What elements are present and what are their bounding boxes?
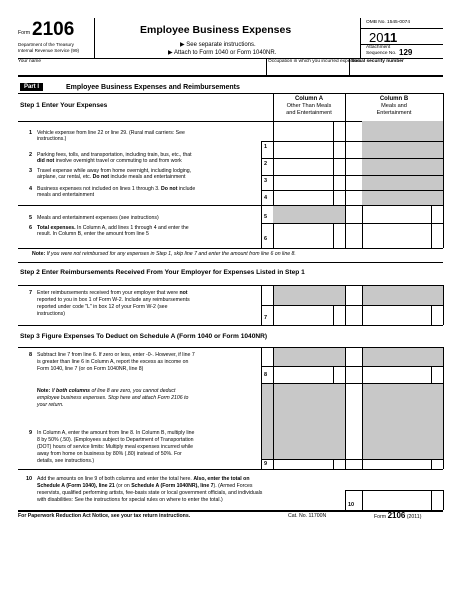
- line7-ref: 7: [264, 315, 268, 321]
- part1-badge: Part I: [20, 83, 43, 91]
- line3-ref: 3: [264, 178, 268, 184]
- sequence-number: 129: [399, 48, 413, 57]
- colB-shade-lines1-4: [362, 121, 443, 205]
- line6-text-b: result. In Column B, enter the amount from line 5: [37, 231, 149, 237]
- ssn-field[interactable]: [351, 65, 443, 75]
- step3-shade-colA-mid: [274, 383, 345, 459]
- paperwork-notice: For Paperwork Reduction Act Notice, see your tax return instructions.: [18, 513, 191, 519]
- omb-underline: [360, 28, 443, 29]
- line7-text-c: reported under code "L" in box 12 of your Form W-2 (see: [37, 304, 168, 310]
- line4-ref: 4: [264, 195, 268, 201]
- instruction-attach: ▶ Attach to Form 1040 or Form 1040NR.: [168, 50, 277, 56]
- step2-top-rule: [18, 262, 443, 263]
- line7-text-b: reported to you in box 1 of Form W-2. Include any reimbursements: [37, 297, 190, 303]
- line10-text-b: Schedule A (Form 1040), line 21 (or on Schedule A (Form 1040NR), line 7). (Armed Forces: [37, 483, 253, 489]
- name-divider: [266, 58, 267, 75]
- step3-title: Step 3 Figure Expenses To Deduct on Schedule A (Form 1040 or Form 1040NR): [20, 333, 268, 340]
- line9-number: 9: [29, 430, 33, 436]
- step3-note-a: Note: If both columns of line 8 are zero, you cannot deduct: [37, 388, 176, 394]
- line4-text-a: Business expenses not included on lines 1 through 3. Do not include: [37, 186, 196, 192]
- line1-colA-input[interactable]: [274, 142, 332, 157]
- colA-title: Column A: [294, 96, 324, 102]
- line3-number: 3: [29, 168, 33, 174]
- step3-shade-colA-top: [274, 348, 345, 366]
- line4-number: 4: [29, 186, 33, 192]
- line3-colA-input[interactable]: [274, 176, 332, 189]
- sequence-label: Sequence No.: [366, 51, 397, 56]
- step1-bottom-rule: [18, 248, 443, 249]
- step2-title: Step 2 Enter Reimbursements Received From Your Employer for Expenses Listed in Step 1: [20, 269, 305, 276]
- line10-ref-left: [345, 490, 346, 510]
- line1-text-b: instructions.): [37, 136, 67, 142]
- id-row-bottom-rule: [18, 75, 443, 77]
- header-divider-left: [94, 18, 95, 58]
- step2-bottom-rule: [18, 325, 443, 326]
- line1-number: 1: [29, 130, 33, 136]
- line8-colA-input[interactable]: [274, 367, 332, 382]
- line6-text-a: Total expenses. In Column A, add lines 1 through 4 and enter the: [37, 225, 189, 231]
- colB-title: Column B: [379, 96, 409, 102]
- line10-text-a: Add the amounts on line 9 of both columns and enter the total here. Also, enter the total on: [37, 476, 250, 482]
- colA-right-border: [345, 93, 346, 248]
- line10-cents: [431, 490, 432, 510]
- line3-text-b: airplane, car rental, etc. Do not include meals and entertainment: [37, 174, 186, 180]
- line1-text-a: Vehicle expense from line 22 or line 29. (Rural mail carriers: See: [37, 130, 185, 136]
- footer-form-word: Form: [374, 514, 387, 520]
- line9-colA-input[interactable]: [274, 460, 332, 469]
- step2-shade-colA: [274, 286, 345, 305]
- occupation-label: Occupation in which you incurred expenses: [268, 59, 361, 64]
- line2-text-b: did not involve overnight travel or commuting to and from work: [37, 158, 182, 164]
- line10-right: [443, 490, 444, 510]
- line9-text-e: details, see instructions.): [37, 458, 95, 464]
- line6-colA-input[interactable]: [274, 224, 332, 247]
- line10-total-input[interactable]: [363, 491, 430, 509]
- footer-form-id: [374, 511, 421, 520]
- line9-text-d: away from home on business by 80% (.80) instead of 50%. For: [37, 451, 182, 457]
- line10-text-c: reservists, qualified performing artists, fee-basis state or local government officials, and individuals: [37, 490, 263, 496]
- line2-ref: 2: [264, 161, 268, 167]
- step3-note-c: your return.: [37, 402, 64, 408]
- line8-ref: 8: [264, 372, 268, 378]
- step1-note: Note: If you were not reimbursed for any expenses in Step 1, skip line 7 and enter the amount from line 6 on line 8.: [32, 251, 296, 257]
- step1-title: Step 1 Enter Your Expenses: [20, 102, 108, 109]
- line4-text-b: meals and entertainment: [37, 192, 95, 198]
- line10-text-d: with disabilities: See the instructions for special rules on where to enter the total.): [37, 497, 223, 503]
- step2-shade-colB: [363, 286, 443, 305]
- line8-text-b: is greater than line 6 in Column A, report the excess as income on: [37, 359, 189, 365]
- ssn-label: Social security number: [351, 59, 404, 64]
- line8-colB-input[interactable]: [363, 367, 430, 382]
- dept-line2: Internal Revenue Service (99): [18, 48, 80, 53]
- line7-number: 7: [29, 290, 33, 296]
- catalog-number: Cat. No. 11700N: [288, 513, 327, 519]
- step3-shade-colB-top: [363, 348, 443, 366]
- part1-bottom-rule: [18, 93, 443, 94]
- line9-text-c: (DOT) hours of service limits: Multiply meal expenses incurred while: [37, 444, 193, 450]
- line9-text-a: In Column A, enter the amount from line 8. In Column B, multiply line: [37, 430, 195, 436]
- line1-ref: 1: [264, 144, 268, 150]
- colB-sub2: Entertainment: [376, 110, 412, 116]
- line7-text-d: instructions): [37, 311, 65, 317]
- dept-line1: Department of the Treasury: [18, 42, 74, 47]
- attachment-label: Attachment: [366, 45, 391, 50]
- step1-note-text: If you were not reimbursed for any expenses in Step 1, skip line 7 and enter the amount from line 6 on line 8.: [46, 251, 296, 257]
- line5-ref: 5: [264, 214, 268, 220]
- footer-form-number: 2106: [387, 511, 406, 520]
- step3-colB-right: [443, 347, 444, 469]
- footer-form-year: (2011): [406, 514, 422, 520]
- form-label: Form: [18, 30, 31, 36]
- line3-text-a: Travel expense while away from home overnight, including lodging,: [37, 168, 192, 174]
- line5-colB-input[interactable]: [363, 206, 430, 222]
- step3-shade-colB-mid: [363, 383, 443, 459]
- line7-colA-input[interactable]: [274, 306, 332, 324]
- part1-title: Employee Business Expenses and Reimbursements: [66, 84, 240, 91]
- colB-sub1: Meals and: [381, 103, 407, 109]
- line7-text-a: Enter reimbursements received from your employer that were not: [37, 290, 188, 296]
- colB-right-border: [443, 93, 444, 248]
- occupation-field[interactable]: [268, 65, 348, 75]
- line8-number: 8: [29, 352, 33, 358]
- header-divider-right: [360, 18, 361, 58]
- omb-number: OMB No. 1545-0074: [366, 20, 410, 25]
- line6-number: 6: [29, 225, 33, 231]
- step2-colB-right: [443, 285, 444, 325]
- colA-sub2: and Entertainment: [286, 110, 332, 116]
- colA-shade-line5: [273, 205, 345, 223]
- line10-ref: 10: [348, 502, 355, 508]
- line5-text: Meals and entertainment expenses (see instructions): [37, 215, 159, 221]
- form-number: 2106: [32, 19, 75, 40]
- instruction-see-separate: ▶ See separate instructions.: [180, 42, 256, 48]
- line7-colB-input[interactable]: [363, 306, 430, 324]
- colA-sub1: Other Than Meals: [286, 103, 332, 109]
- form-title: Employee Business Expenses: [140, 24, 292, 36]
- tax-year: [369, 30, 397, 45]
- line5-number: 5: [29, 215, 33, 221]
- your-name-label: Your name: [18, 59, 42, 64]
- step3-note-b: employee business expenses. Stop here and attach Form 2106 to: [37, 395, 189, 401]
- step3-line9-bottom: [18, 469, 443, 470]
- line4-colA-input[interactable]: [274, 191, 332, 204]
- line2-text-a: Parking fees, tolls, and transportation, including train, bus, etc., that: [37, 152, 192, 158]
- occupation-divider: [349, 58, 350, 75]
- line10-number: 10: [26, 476, 33, 482]
- tax-year-suffix: 11: [383, 30, 398, 45]
- tax-year-prefix: 20: [369, 30, 384, 45]
- step3-line8-bottom: [261, 383, 443, 384]
- name-field[interactable]: [18, 65, 266, 75]
- line9-text-b: 8 by 50% (.50). (Employees subject to Department of Transportation: [37, 437, 194, 443]
- line9-colB-input[interactable]: [363, 460, 430, 469]
- line9-ref: 9: [264, 461, 268, 467]
- line8-text-c: Form 1040, line 7 (or on Form 1040NR, line 8): [37, 366, 144, 372]
- line8-text-a: Subtract line 7 from line 6. If zero or less, enter -0-. However, if line 7: [37, 352, 195, 358]
- line2-colA-input[interactable]: [274, 159, 332, 174]
- line6-ref: 6: [264, 236, 268, 242]
- line2-number: 2: [29, 152, 33, 158]
- step3-shade-lineref-note: [262, 383, 273, 459]
- line6-colB-input[interactable]: [363, 224, 430, 247]
